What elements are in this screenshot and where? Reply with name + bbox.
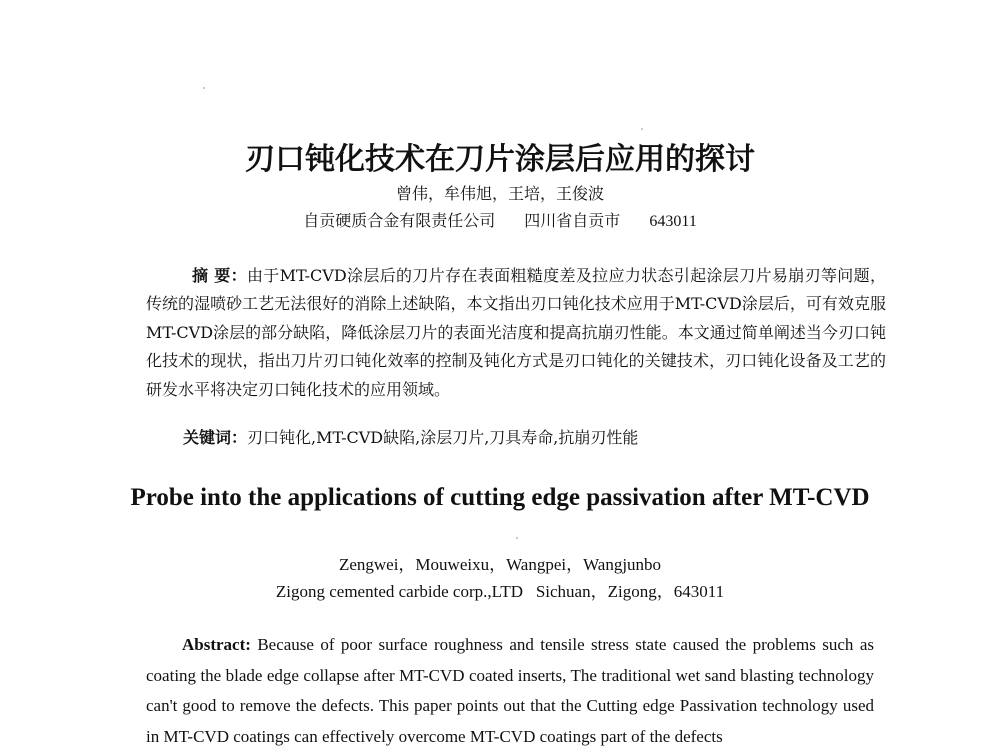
english-affiliation: Zigong cemented carbide corp.,LTD Sichuan，Zigong，643011	[275, 582, 725, 601]
english-title: Probe into the applications of cutting edge passivation after MT-CVD	[130, 484, 870, 511]
scan-speck	[203, 87, 205, 89]
affiliation-postcode: 643011	[649, 213, 697, 230]
chinese-keywords-label: 关键词：	[183, 428, 248, 447]
chinese-keywords-text: 刃口钝化,MT-CVD缺陷,涂层刀片,刀具寿命,抗崩刃性能	[247, 428, 639, 447]
affiliation-location: 四川省自贡市	[524, 211, 621, 230]
chinese-affiliation	[0, 208, 1000, 231]
scan-speck	[641, 128, 643, 130]
english-abstract-label: Abstract:	[182, 635, 251, 654]
scan-speck	[516, 537, 518, 539]
chinese-abstract-label: 摘 要：	[192, 266, 247, 285]
chinese-title: 刃口钝化技术在刀片涂层后应用的探讨	[245, 142, 755, 177]
english-authors: Zengwei，Mouweixu，Wangpei，Wangjunbo	[338, 555, 662, 574]
english-abstract	[146, 630, 874, 752]
chinese-keywords	[183, 425, 638, 448]
chinese-authors: 曾伟，牟伟旭，王培，王俊波	[395, 184, 604, 203]
affiliation-company: 自贡硬质合金有限责任公司	[303, 211, 496, 230]
chinese-abstract	[146, 262, 886, 404]
chinese-abstract-text: 由于MT-CVD涂层后的刀片存在表面粗糙度差及拉应力状态引起涂层刀片易崩刃等问题，传统的湿喷砂工艺无法很好的消除上述缺陷，本文指出刃口钝化技术应用于MT-CVD涂层后，可有效克服MT-CVD涂层的部分缺陷，降低涂层刀片的表面光洁度和提高抗崩刃性能。本文通过简单阐述当今刃口钝化技术的现状，指出刀片刃口钝化效率的控制及钝化方式是刃口钝化的关键技术，刃口钝化设备及工艺的研发水平将决定刃口钝化技术的应用领域。	[146, 266, 886, 399]
english-abstract-text: Because of poor surface roughness and tensile stress state caused the problems such as coating the blade edge collapse after MT-CVD coated inserts, The traditional wet sand blasting technology can't good to remove the defects. This paper points out that the Cutting edge Passivation technology used in MT-CVD coatings can effectively overcome MT-CVD coatings part of the defects	[146, 635, 874, 746]
